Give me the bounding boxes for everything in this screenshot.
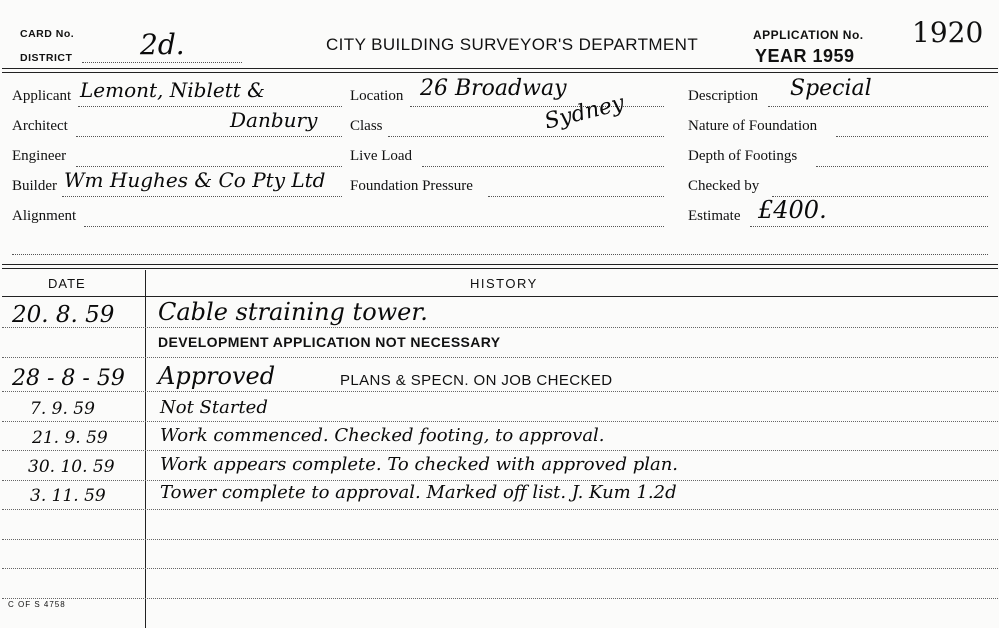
foundation-pressure-line xyxy=(488,196,664,197)
history-row-text: Work appears complete. To checked with approved plan. xyxy=(160,454,679,475)
development-stamp: DEVELOPMENT APPLICATION NOT NECESSARY xyxy=(158,334,501,350)
date-column-header: DATE xyxy=(48,276,86,291)
architect-line xyxy=(76,136,342,137)
header-rule-top xyxy=(2,68,998,69)
history-rule-bottom xyxy=(2,268,998,269)
builder-line xyxy=(62,196,342,197)
plans-checked-stamp: PLANS & SPECN. ON JOB CHECKED xyxy=(340,372,613,389)
history-row-text: Work commenced. Checked footing, to approval. xyxy=(160,425,605,446)
card-no-label: CARD No. xyxy=(20,28,75,40)
live-load-line xyxy=(422,166,664,167)
history-rule-top xyxy=(2,264,998,265)
live-load-label: Live Load xyxy=(350,148,413,164)
architect-value: Danbury xyxy=(230,108,318,132)
application-number: 1920 xyxy=(912,16,984,49)
history-row-date: 3. 11. 59 xyxy=(30,486,106,506)
history-row-text: Approved xyxy=(158,362,276,390)
nature-of-foundation-line xyxy=(836,136,988,137)
history-row-text: Cable straining tower. xyxy=(158,298,428,326)
estimate-line xyxy=(750,226,988,227)
applicant-line xyxy=(78,106,342,107)
history-row-date: 28 - 8 - 59 xyxy=(12,366,125,391)
header-rule-bottom xyxy=(2,72,998,73)
district-value: 2d. xyxy=(140,28,185,61)
estimate-label: Estimate xyxy=(688,208,741,224)
description-label: Description xyxy=(688,88,758,104)
applicant-value: Lemont, Niblett & xyxy=(80,78,265,102)
description-value: Special xyxy=(790,76,872,101)
depth-of-footings-line xyxy=(816,166,988,167)
row-line xyxy=(2,509,998,510)
district-line xyxy=(82,62,242,63)
location-line xyxy=(410,106,664,107)
application-no-label: APPLICATION No. xyxy=(753,28,864,42)
district-label: DISTRICT xyxy=(20,52,73,64)
foundation-pressure-label: Foundation Pressure xyxy=(350,178,473,194)
column-divider xyxy=(145,270,146,628)
blank-field-line xyxy=(12,254,988,255)
department-title: CITY BUILDING SURVEYOR'S DEPARTMENT xyxy=(326,35,699,54)
depth-of-footings-label: Depth of Footings xyxy=(688,148,798,164)
class-line xyxy=(388,136,664,137)
row-line xyxy=(2,357,998,358)
class-label: Class xyxy=(350,118,383,134)
row-line xyxy=(2,421,998,422)
class-value: Sydney xyxy=(541,90,627,135)
nature-of-foundation-label: Nature of Foundation xyxy=(688,118,818,134)
checked-by-label: Checked by xyxy=(688,178,760,194)
column-header-rule xyxy=(2,296,998,297)
row-line xyxy=(2,539,998,540)
history-row-text: Not Started xyxy=(160,397,268,418)
estimate-value: £400. xyxy=(758,196,827,224)
history-row-date: 21. 9. 59 xyxy=(32,428,108,448)
history-column-header: HISTORY xyxy=(470,276,538,291)
history-row-date: 7. 9. 59 xyxy=(30,399,95,419)
builder-value: Wm Hughes & Co Pty Ltd xyxy=(64,168,326,192)
row-line xyxy=(2,598,998,599)
engineer-line xyxy=(76,166,342,167)
history-row-date: 30. 10. 59 xyxy=(28,457,115,477)
history-row-date: 20. 8. 59 xyxy=(12,302,115,328)
row-line xyxy=(2,327,998,328)
row-line xyxy=(2,391,998,392)
description-line xyxy=(768,106,988,107)
alignment-line xyxy=(84,226,664,227)
builder-label: Builder xyxy=(12,178,57,194)
row-line xyxy=(2,450,998,451)
alignment-label: Alignment xyxy=(12,208,77,224)
year-label: YEAR 1959 xyxy=(755,46,855,66)
architect-label: Architect xyxy=(12,118,68,134)
row-line xyxy=(2,480,998,481)
row-line xyxy=(2,568,998,569)
location-value: 26 Broadway xyxy=(420,76,567,101)
location-label: Location xyxy=(350,88,404,104)
form-code: C OF S 4758 xyxy=(8,600,66,609)
applicant-label: Applicant xyxy=(12,88,72,104)
engineer-label: Engineer xyxy=(12,148,67,164)
history-row-text: Tower complete to approval. Marked off list. J. Kum 1.2d xyxy=(160,482,677,503)
